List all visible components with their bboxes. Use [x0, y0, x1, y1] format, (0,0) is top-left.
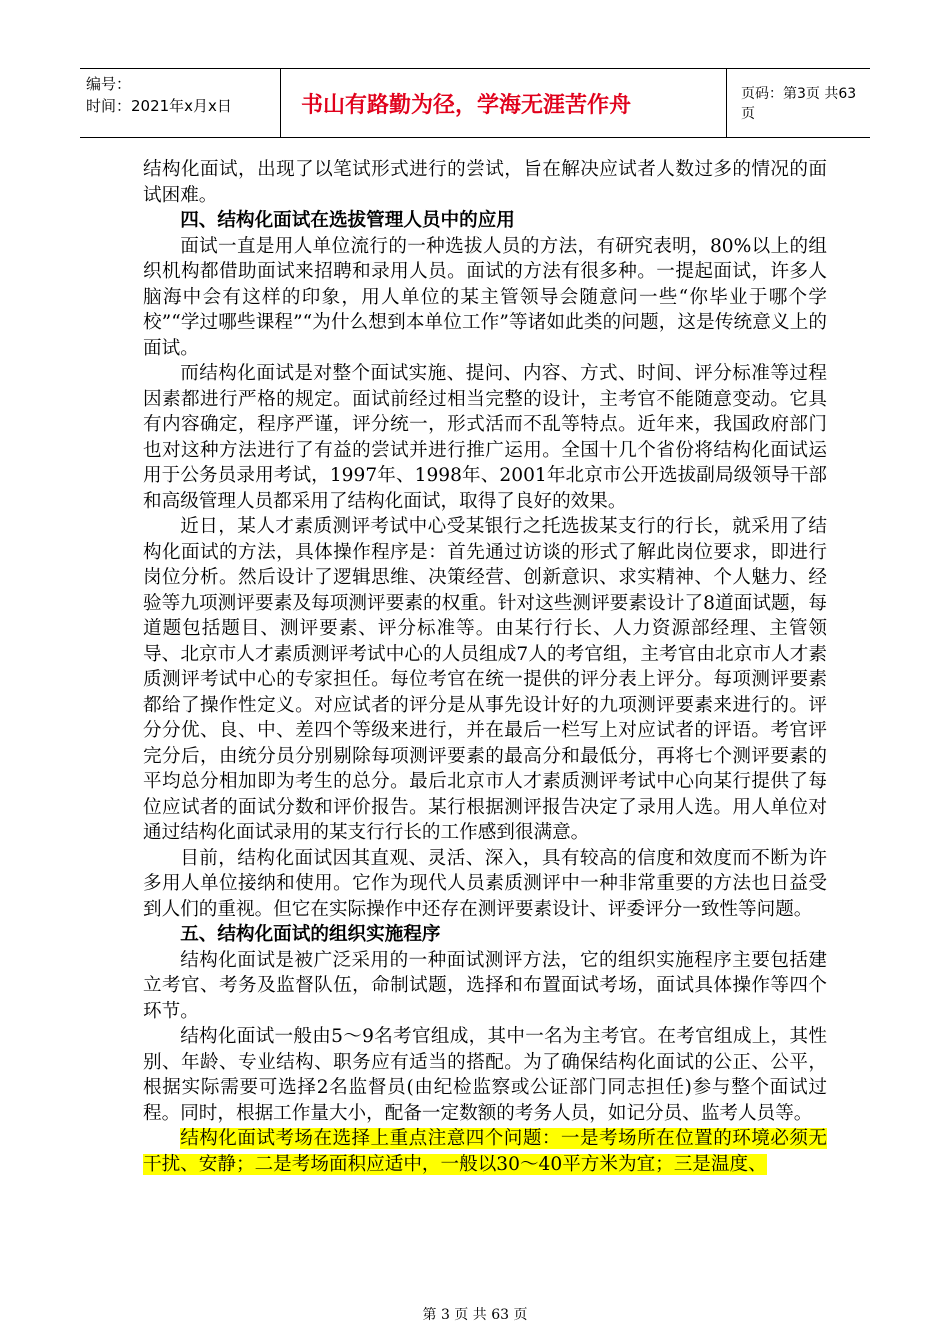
section-heading-5: 五、结构化面试的组织实施程序 [180, 924, 441, 945]
paragraph: 结构化面试是被广泛采用的一种面试测评方法，它的组织实施程序主要包括建立考官、考务及监督队伍，命制试题，选择和布置面试考场，面试具体操作等四个环节。 [143, 949, 827, 1022]
paragraph: 面试一直是用人单位流行的一种选拔人员的方法，有研究表明，80%以上的组织机构都借助面试来招聘和录用人员。面试的方法有很多种。一提起面试，许多人脑海中会有这样的印象，用人单位的某主管领导会随意问一些“你毕业于哪个学校”“学过哪些课程”“为什么想到本单位工作”等诸如此类的问题，这是传统意义上的面试。 [143, 235, 827, 359]
highlighted-text: 结构化面试考场在选择上重点注意四个问题：一是考场所在位置的环境必须无干扰、安静；二是考场面积应适中，一般以30～40平方米为宜；三是温度、 [143, 1128, 827, 1175]
page-footer: 第 3 页 共 63 页 [422, 1307, 528, 1323]
paragraph: 目前，结构化面试因其直观、灵活、深入，具有较高的信度和效度而不断为许多用人单位接纳和使用。它作为现代人员素质测评中一种非常重要的方法也日益受到人们的重视。但它在实际操作中还存在测评要素设计、评委评分一致性等问题。 [143, 847, 827, 920]
header-meta [80, 69, 281, 137]
paragraph: 结构化面试，出现了以笔试形式进行的尝试，旨在解决应试者人数过多的情况的面试困难。 [143, 159, 827, 206]
header-page-info: 页码：第3页 共63页 [741, 86, 857, 122]
highlighted-paragraph [143, 1126, 827, 1177]
paragraph: 结构化面试一般由5～9名考官组成，其中一名为主考官。在考官组成上，其性别、年龄、专业结构、职务应有适当的搭配。为了确保结构化面试的公正、公平，根据实际需要可选择2名监督员(由纪检监察或公证部门同志担任)参与整个面试过程。同时，根据工作量大小，配备一定数额的考务人员，如记分员、监考人员等。 [143, 1026, 827, 1124]
page-header [80, 68, 870, 138]
paragraph: 近日，某人才素质测评考试中心受某银行之托选拔某支行的行长，就采用了结构化面试的方法，具体操作程序是：首先通过访谈的形式了解此岗位要求，即进行岗位分析。然后设计了逻辑思维、决策经营、创新意识、求实精神、个人魅力、经验等九项测评要素及每项测评要素的权重。针对这些测评要素设计了8道面试题，每道题包括题目、测评要素、评分标准等。由某行行长、人力资源部经理、主管领导、北京市人才素质测评考试中心的人员组成7人的考官组，主考官由北京市人才素质测评考试中心的专家担任。每位考官在统一提供的评分表上评分。每项测评要素都给了操作性定义。对应试者的评分是从事先设计好的九项测评要素来进行的。评分分优、良、中、差四个等级来进行，并在最后一栏写上对应试者的评语。考官评完分后，由统分员分别剔除每项测评要素的最高分和最低分，再将七个测评要素的平均总分相加即为考生的总分。最后北京市人才素质测评考试中心向某行提供了每位应试者的面试分数和评价报告。某行根据测评报告决定了录用人选。用人单位对通过结构化面试录用的某支行行长的工作感到很满意。 [143, 516, 827, 843]
document-date: 时间：2021年x月x日 [86, 97, 232, 115]
paragraph: 而结构化面试是对整个面试实施、提问、内容、方式、时间、评分标准等过程因素都进行严格的规定。面试前经过相当完整的设计，主考官不能随意变动。它具有内容确定，程序严谨，评分统一，形式活而不乱等特点。近年来，我国政府部门也对这种方法进行了有益的尝试并进行推广运用。全国十几个省份将结构化面试运用于公务员录用考试，1997年、1998年、2001年北京市公开选拔副局级领导干部和高级管理人员都采用了结构化面试，取得了良好的效果。 [143, 363, 827, 512]
header-motto: 书山有路勤为径，学海无涯苦作舟 [281, 69, 727, 137]
document-body [143, 157, 827, 1177]
document-number-label: 编号： [86, 75, 132, 93]
section-heading-4: 四、结构化面试在选拔管理人员中的应用 [180, 210, 515, 231]
